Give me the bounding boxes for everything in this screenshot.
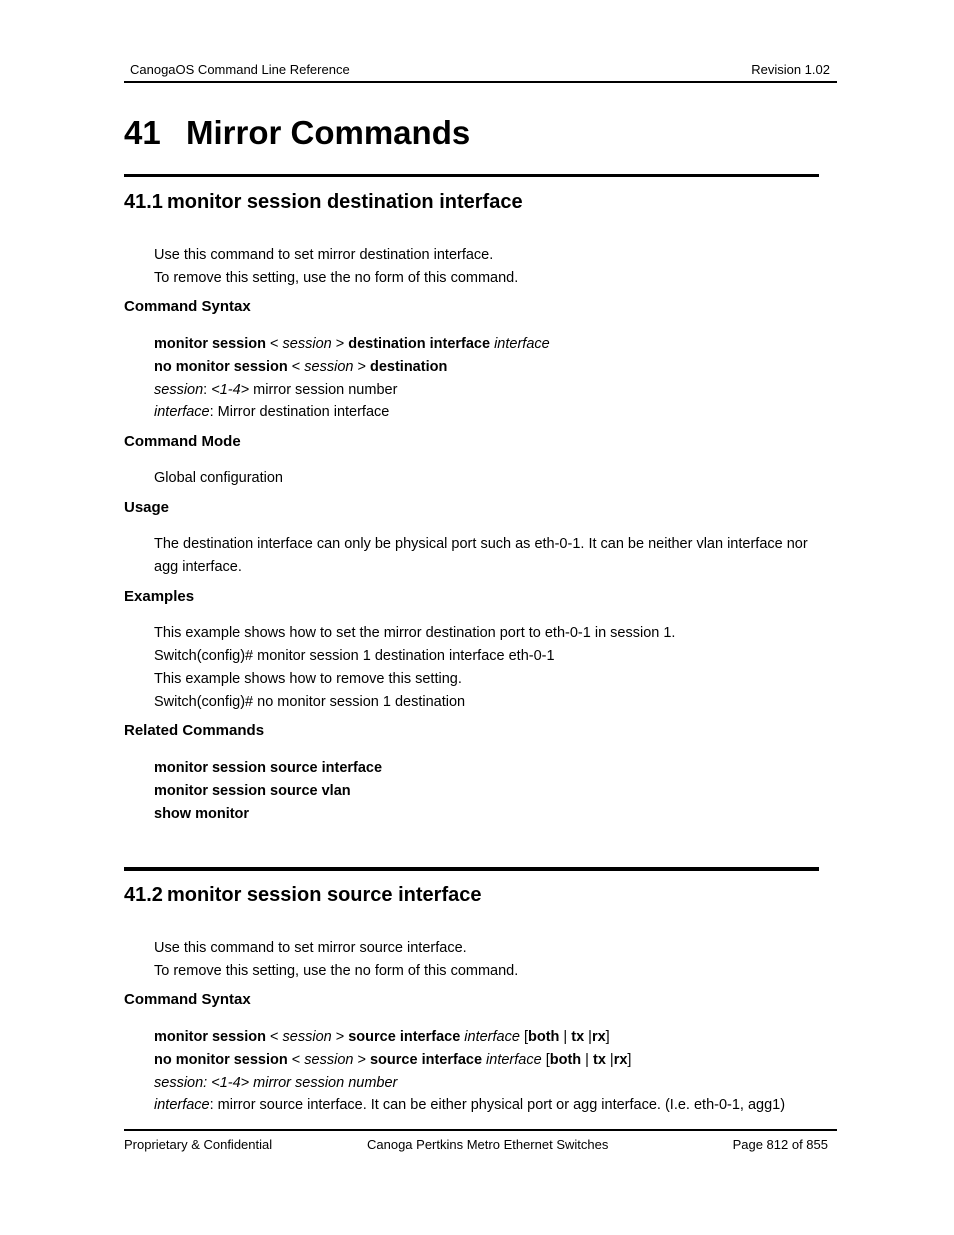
example-line: Switch(config)# no monitor session 1 destination — [154, 694, 466, 710]
syntax-option: rx — [613, 1052, 628, 1068]
syntax-bracket: > — [357, 1052, 366, 1068]
syntax-argument: interface — [494, 336, 550, 352]
section-title: monitor session destination interface — [166, 191, 523, 213]
section-title: monitor session source interface — [166, 884, 482, 906]
command-syntax-heading: Command Syntax — [124, 991, 251, 1008]
usage-heading: Usage — [124, 499, 170, 516]
parameter-description: : Mirror destination interface — [209, 404, 390, 420]
section-rule — [124, 867, 819, 871]
header-revision: Revision 1.02 — [751, 62, 830, 77]
syntax-bracket: > — [335, 336, 345, 352]
syntax-bracket: ] — [605, 1029, 610, 1045]
footer-rule — [124, 1129, 837, 1131]
syntax-pipe: | — [585, 1052, 589, 1068]
chapter-title: Mirror Commands — [186, 114, 471, 151]
syntax-bracket: [ — [523, 1029, 528, 1045]
syntax-argument: interface — [486, 1052, 542, 1068]
parameter-description: : mirror source interface. It can be either physical port or agg interface. (I.e. eth-0-1, agg1) — [209, 1097, 786, 1113]
example-line: Switch(config)# monitor session 1 destination interface eth-0-1 — [154, 648, 555, 664]
syntax-pipe: | — [563, 1029, 568, 1045]
syntax-keyword: monitor session — [154, 1029, 266, 1045]
syntax-bracket: > — [357, 359, 366, 375]
syntax-bracket: < — [270, 1029, 279, 1045]
syntax-keyword: source interface — [369, 1052, 483, 1068]
related-command: monitor session source vlan — [154, 783, 351, 799]
syntax-argument: session — [304, 1052, 354, 1068]
description-line: Use this command to set mirror destination interface. — [154, 247, 494, 263]
parameter-name: session — [154, 382, 204, 398]
parameter-line: session: <1-4> mirror session number — [154, 1075, 398, 1091]
parameter-line — [154, 1097, 785, 1113]
syntax-line — [154, 1052, 631, 1068]
parameter-range: <1-4> — [211, 382, 250, 398]
syntax-argument: interface — [464, 1029, 520, 1045]
related-command: show monitor — [154, 806, 250, 822]
syntax-line — [154, 359, 447, 375]
syntax-bracket: ] — [627, 1052, 632, 1068]
syntax-bracket: < — [270, 336, 279, 352]
syntax-bracket: > — [335, 1029, 345, 1045]
syntax-option: tx — [571, 1029, 585, 1045]
command-mode-text: Global configuration — [154, 470, 283, 486]
syntax-argument: session — [304, 359, 354, 375]
chapter-number: 41 — [124, 114, 161, 151]
parameter-line — [154, 404, 389, 420]
syntax-keyword: destination — [369, 359, 448, 375]
parameter-line — [154, 382, 397, 398]
syntax-argument: session — [282, 1029, 332, 1045]
syntax-line — [154, 336, 550, 352]
section-number: 41.2 — [124, 884, 163, 906]
syntax-keyword: source interface — [348, 1029, 461, 1045]
syntax-pipe: | — [588, 1029, 592, 1045]
related-command: monitor session source interface — [154, 760, 383, 776]
section-heading-41-2 — [124, 884, 481, 907]
syntax-pipe: | — [609, 1052, 614, 1068]
syntax-line — [154, 1029, 610, 1045]
syntax-option: both — [549, 1052, 582, 1068]
footer-page-number: Page 812 of 855 — [732, 1137, 828, 1152]
footer-center: Canoga Pertkins Metro Ethernet Switches — [367, 1137, 609, 1152]
syntax-bracket: [ — [545, 1052, 550, 1068]
example-line: This example shows how to remove this setting. — [154, 671, 462, 687]
usage-text: agg interface. — [154, 559, 242, 575]
parameter-description: mirror session number — [253, 382, 398, 398]
separator: : — [203, 382, 208, 398]
example-line: This example shows how to set the mirror destination port to eth-0-1 in session 1. — [154, 625, 676, 641]
description-line: To remove this setting, use the no form of this command. — [154, 963, 519, 979]
chapter-heading — [124, 114, 470, 152]
usage-text: The destination interface can only be physical port such as eth-0-1. It can be neither vlan interface nor — [154, 536, 808, 552]
section-number: 41.1 — [124, 191, 163, 213]
syntax-option: tx — [592, 1052, 606, 1068]
syntax-keyword: no monitor session — [154, 1052, 288, 1068]
syntax-keyword: no monitor session — [154, 359, 288, 375]
examples-heading: Examples — [124, 588, 195, 605]
chapter-rule — [124, 174, 819, 177]
parameter-name: interface — [154, 404, 210, 420]
parameter-name: interface — [154, 1097, 210, 1113]
syntax-bracket: < — [291, 359, 301, 375]
description-line: To remove this setting, use the no form of this command. — [154, 270, 519, 286]
syntax-argument: session — [282, 336, 332, 352]
command-syntax-heading: Command Syntax — [124, 298, 251, 315]
syntax-keyword: destination interface — [348, 336, 491, 352]
footer-left: Proprietary & Confidential — [124, 1137, 273, 1152]
description-line: Use this command to set mirror source interface. — [154, 940, 467, 956]
command-mode-heading: Command Mode — [124, 433, 241, 450]
header-title: CanogaOS Command Line Reference — [130, 62, 350, 77]
header-rule — [124, 81, 837, 83]
section-heading-41-1 — [124, 191, 523, 214]
syntax-keyword: monitor session — [154, 336, 266, 352]
syntax-option: rx — [591, 1029, 606, 1045]
syntax-option: both — [527, 1029, 560, 1045]
related-commands-heading: Related Commands — [124, 722, 265, 739]
syntax-bracket: < — [291, 1052, 301, 1068]
